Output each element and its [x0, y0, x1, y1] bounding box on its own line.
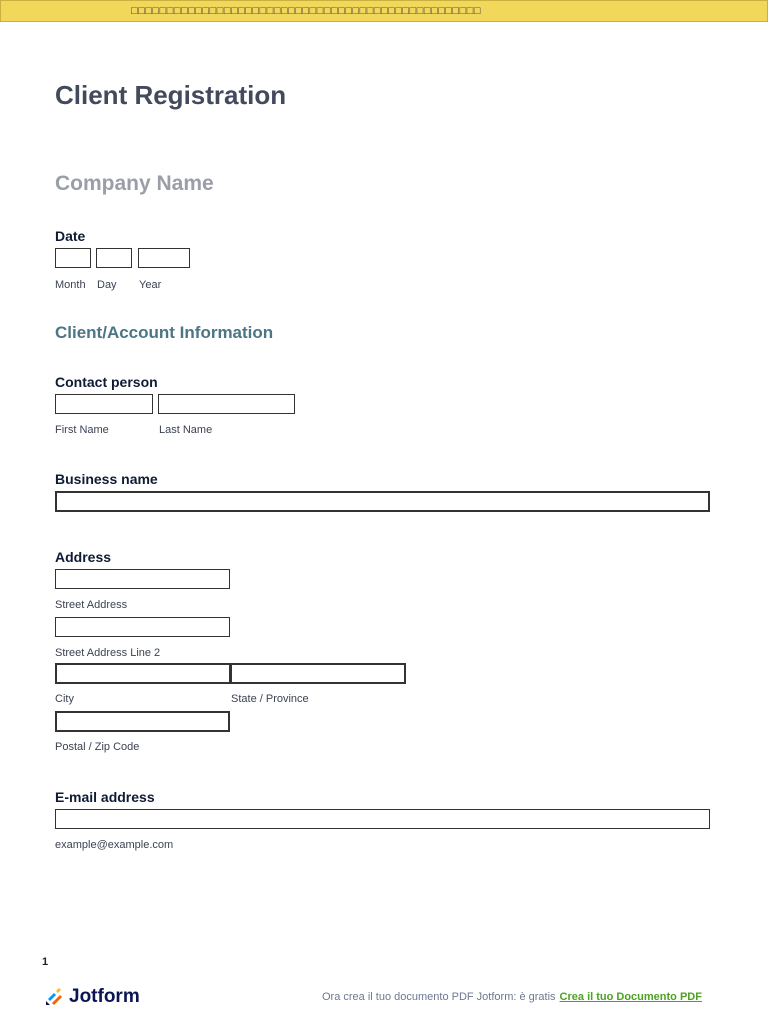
street-address-2-label: Street Address Line 2 [55, 647, 161, 659]
email-input[interactable] [55, 809, 710, 829]
date-day-label: Day [97, 279, 117, 291]
banner-text: □□□□□□□□□□□□□□□□□□□□□□□□□□□□□□□□□□□□□□□□□□□□□□□□□ [131, 5, 482, 17]
first-name-input[interactable] [55, 394, 153, 414]
company-name: Company Name [55, 172, 214, 195]
footer-promo-text: Ora crea il tuo documento PDF Jotform: è gratis [322, 991, 556, 1003]
business-name-input[interactable] [55, 491, 710, 512]
postal-code-input[interactable] [55, 711, 230, 732]
page-number: 1 [42, 956, 49, 968]
street-address-input[interactable] [55, 569, 230, 589]
contact-label: Contact person [55, 374, 158, 390]
city-input[interactable] [55, 663, 231, 684]
jotform-logo-text: Jotform [69, 986, 140, 1007]
street-address-label: Street Address [55, 599, 128, 611]
date-day-input[interactable] [96, 248, 132, 268]
state-input[interactable] [230, 663, 406, 684]
date-label: Date [55, 228, 86, 244]
street-address-2-input[interactable] [55, 617, 230, 637]
footer-promo [322, 991, 702, 1003]
email-label: E-mail address [55, 789, 155, 805]
last-name-label: Last Name [159, 424, 213, 436]
last-name-input[interactable] [158, 394, 295, 414]
date-year-label: Year [139, 279, 162, 291]
address-label: Address [55, 549, 112, 565]
postal-code-label: Postal / Zip Code [55, 741, 140, 753]
date-month-label: Month [55, 279, 86, 291]
date-month-input[interactable] [55, 248, 91, 268]
city-label: City [55, 693, 74, 705]
date-year-input[interactable] [138, 248, 190, 268]
business-label: Business name [55, 471, 158, 487]
email-hint: example@example.com [55, 839, 174, 851]
jotform-logo-icon [45, 987, 65, 1007]
create-pdf-link[interactable]: Crea il tuo Documento PDF [559, 991, 702, 1003]
form-title: Client Registration [55, 80, 287, 110]
first-name-label: First Name [55, 424, 109, 436]
notice-banner [0, 0, 768, 22]
state-label: State / Province [231, 693, 309, 705]
section-heading: Client/Account Information [55, 323, 274, 342]
jotform-logo[interactable] [45, 986, 140, 1008]
